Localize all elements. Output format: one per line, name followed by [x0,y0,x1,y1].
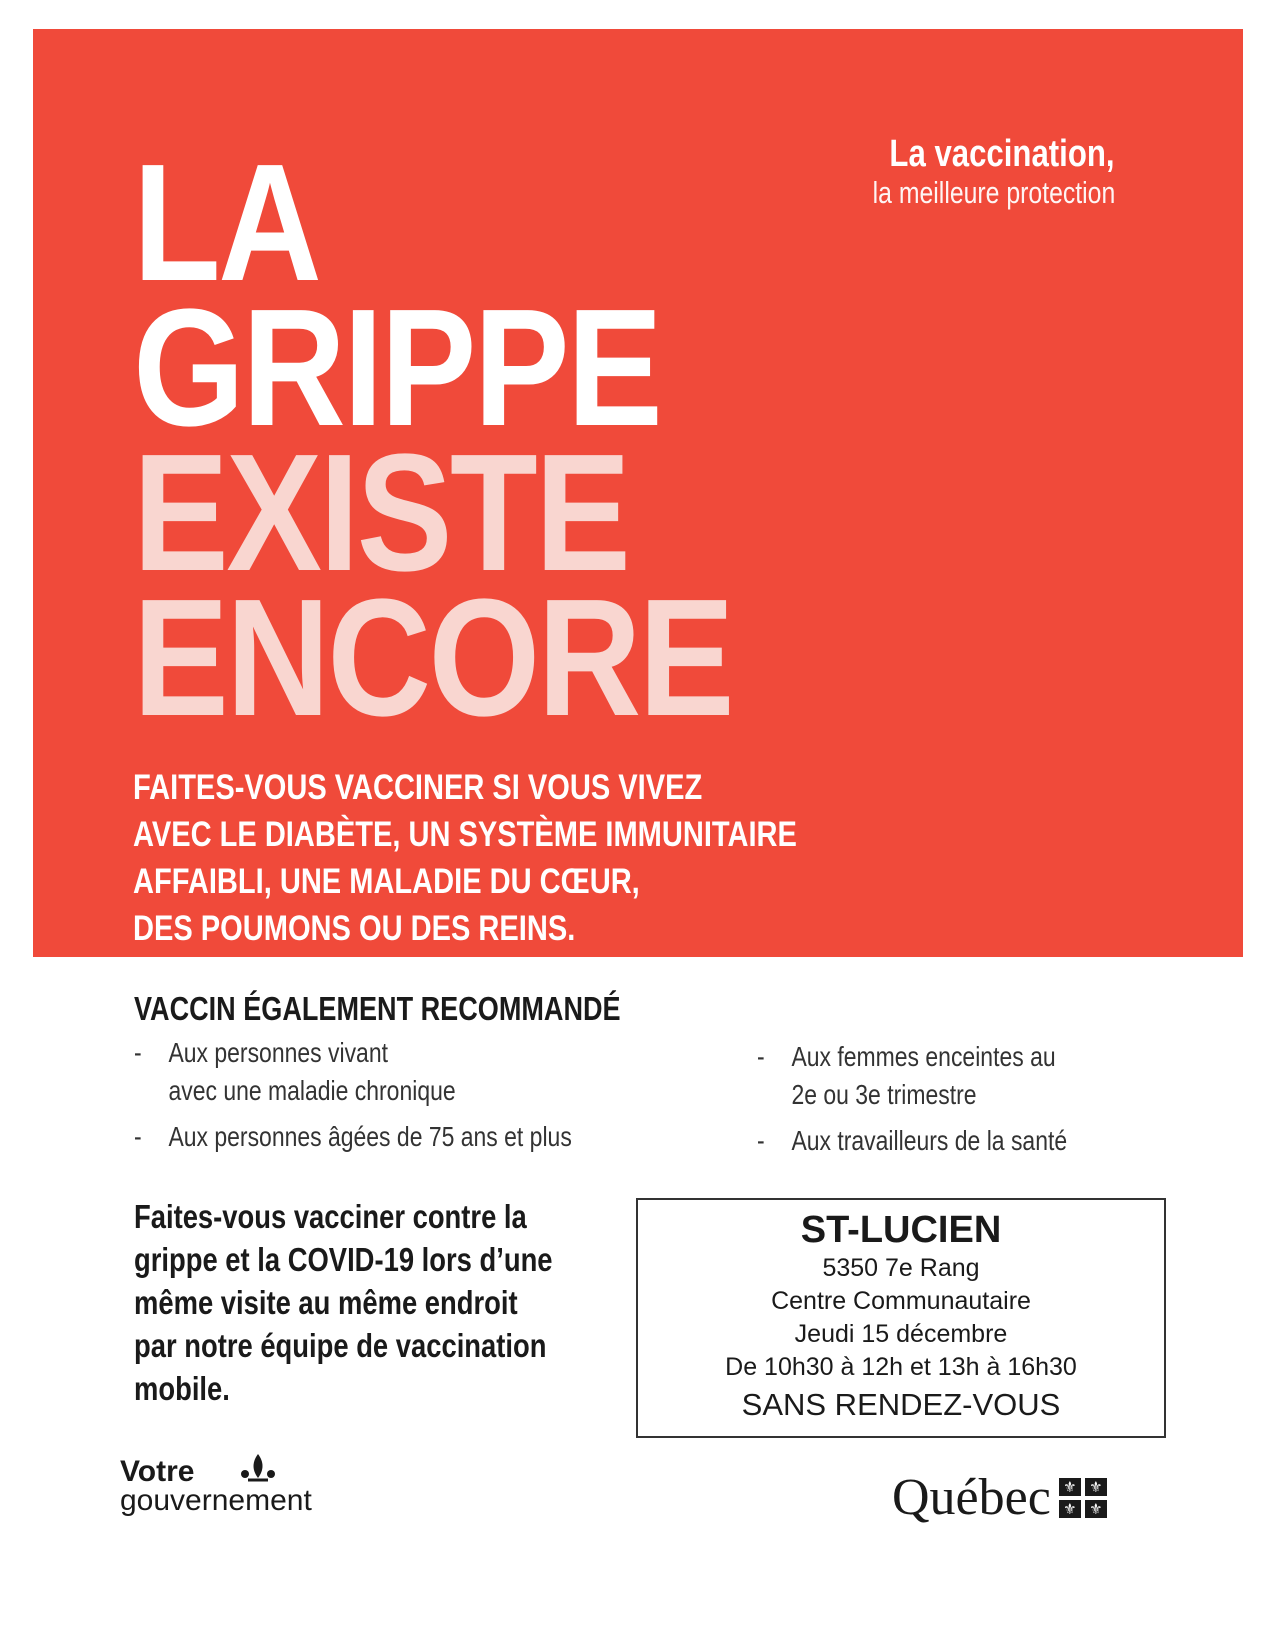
gov-logo-line-2: gouvernement [120,1484,312,1517]
event-place: ST-LUCIEN [800,1209,1002,1251]
intro-line: AFFAIBLI, UNE MALADIE DU CŒUR, [133,862,640,901]
list-item [757,1122,1067,1160]
invite-line: mobile. [134,1370,230,1407]
intro-text [133,764,797,952]
headline-line-1: LA [133,130,320,316]
quebec-wordmark: Québec [892,1469,1051,1526]
list-item [134,1034,572,1110]
event-info-box [636,1198,1166,1438]
tagline-main: La vaccination, [889,133,1115,175]
list-item-text: - Aux travailleurs de la santé [791,1125,1068,1156]
headline [133,130,732,751]
intro-line: DES POUMONS OU DES REINS. [133,909,576,948]
list-item [134,1118,572,1156]
intro-line: FAITES-VOUS VACCINER SI VOUS VIVEZ [133,768,703,807]
invite-line: Faites-vous vacciner contre la [134,1198,527,1235]
list-item-text: - Aux personnes âgées de 75 ans et plus [168,1121,572,1152]
headline-line-2: GRIPPE [133,275,661,461]
quebec-logo [892,1468,1107,1527]
recommended-list-left [134,1034,572,1164]
invite-text [134,1195,553,1410]
invite-line: même visite au même endroit [134,1284,518,1321]
fleur-de-lis-icon [238,1452,278,1486]
event-hours: De 10h30 à 12h et 13h à 16h30 [725,1353,1077,1381]
red-banner [33,29,1243,957]
event-walkin: SANS RENDEZ-VOUS [741,1387,1061,1422]
tagline-sub: la meilleure protection [872,175,1115,210]
recommended-list-right [757,1038,1067,1168]
invite-line: par notre équipe de vaccination [134,1327,547,1364]
list-item-text: avec une maladie chronique [168,1075,456,1106]
event-address: 5350 7e Rang [822,1254,980,1282]
headline-line-4: ENCORE [133,565,732,751]
recommended-title: VACCIN ÉGALEMENT RECOMMANDÉ [134,990,621,1027]
votre-gouvernement-logo [120,1455,312,1517]
list-item [757,1038,1067,1114]
invite-line: grippe et la COVID-19 lors d’une [134,1241,553,1278]
quebec-flag-icon: ⚜ ⚜ ⚜ ⚜ [1059,1478,1107,1518]
list-item-text: - Aux personnes vivant [168,1037,388,1068]
list-item-text: 2e ou 3e trimestre [791,1079,977,1110]
headline-line-3: EXISTE [133,420,629,606]
gov-logo-line-1: Votre [120,1455,195,1488]
event-venue: Centre Communautaire [771,1287,1031,1315]
intro-line: AVEC LE DIABÈTE, UN SYSTÈME IMMUNITAIRE [133,815,797,854]
event-date: Jeudi 15 décembre [794,1320,1008,1348]
list-item-text: - Aux femmes enceintes au [791,1041,1056,1072]
